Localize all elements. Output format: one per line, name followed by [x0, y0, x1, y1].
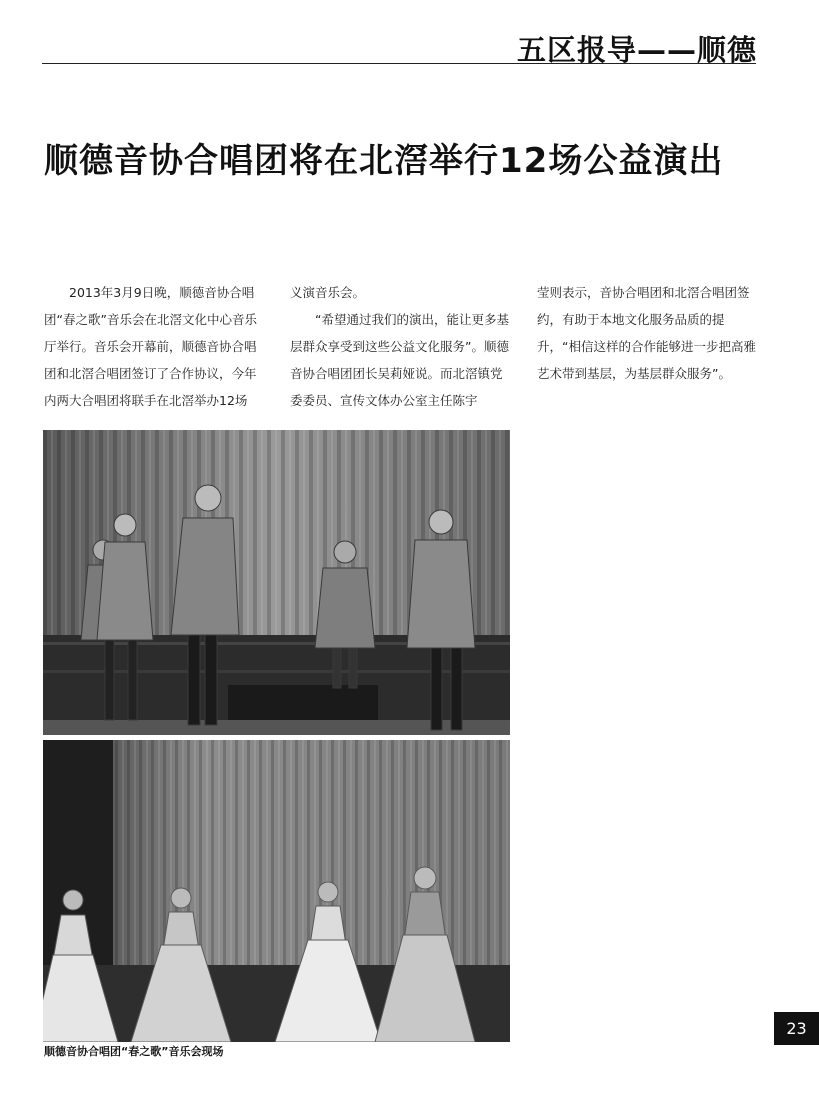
concert-photo-2	[43, 740, 510, 1042]
concert-photo-1	[43, 430, 510, 735]
paragraph-2-continued: 莹则表示，音协合唱团和北滘合唱团签约，有助于本地文化服务品质的提升，“相信这样的合作能够进一步把高雅艺术带到基层，为基层群众服务”。	[537, 285, 756, 381]
paragraph-2: “希望通过我们的演出，能让更多基层群众享受到这些公益文化服务”。顺德音协合唱团团长吴莉娅说。而北滘镇党委委员、宣传文体办公室主任陈宇	[290, 312, 509, 408]
article-column-1	[44, 279, 266, 414]
photo-caption: 顺德音协合唱团“春之歌”音乐会现场	[44, 1045, 224, 1058]
paragraph-1-continued: 义演音乐会。	[290, 285, 366, 300]
page-number: 23	[774, 1012, 819, 1045]
header-divider	[42, 63, 756, 64]
article-column-3	[537, 279, 763, 387]
section-title: 五区报导——顺德	[516, 33, 757, 67]
article-title: 顺德音协合唱团将在北滘举行12场公益演出	[44, 141, 724, 181]
article-column-2	[290, 279, 512, 414]
paragraph-1: 2013年3月9日晚，顺德音协合唱团“春之歌”音乐会在北滘文化中心音乐厅举行。音乐会开幕前，顺德音协合唱团和北滘合唱团签订了合作协议，今年内两大合唱团将联手在北滘举办12场	[44, 285, 257, 408]
